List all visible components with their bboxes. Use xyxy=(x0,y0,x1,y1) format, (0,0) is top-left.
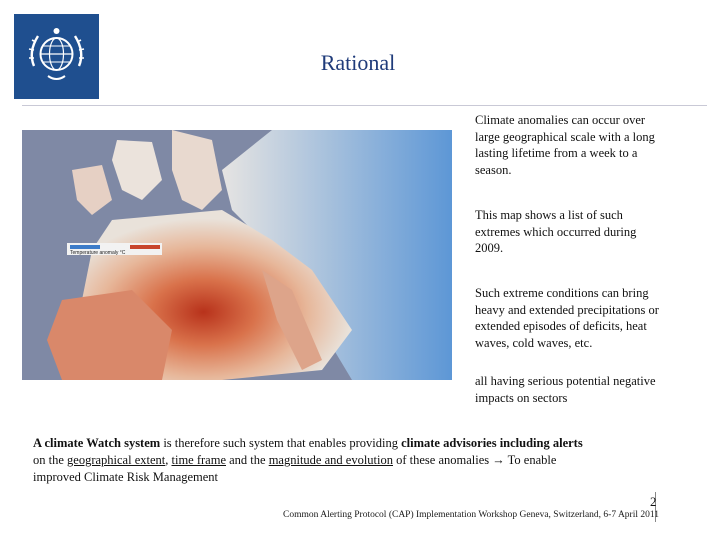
wmo-logo xyxy=(14,14,99,99)
footer-text: Common Alerting Protocol (CAP) Implementation Workshop Geneva, Switzerland, 6-7 April 2011 xyxy=(283,510,660,520)
bottom-underline-9: magnitude and evolution xyxy=(268,453,393,467)
map-legend-label: Temperature anomaly °C xyxy=(70,250,126,256)
bottom-text-11: To enable improved Climate Risk Management xyxy=(33,453,557,484)
bottom-text-10: of these anomalies xyxy=(392,453,493,467)
temperature-anomaly-map xyxy=(22,130,452,380)
bottom-bold-3: climate advisories including alerts xyxy=(401,436,583,450)
bottom-text-2: is therefore such system that enables providing xyxy=(160,436,402,450)
bottom-text-4: on the xyxy=(33,453,68,467)
bottom-paragraph xyxy=(33,435,593,486)
bottom-underline-5: geographical extent xyxy=(67,453,166,467)
bottom-underline-7: time frame xyxy=(171,453,226,467)
title-divider xyxy=(22,105,707,106)
bottom-text-6: , xyxy=(165,453,172,467)
slide-title: Rational xyxy=(320,50,396,75)
side-paragraph-3: Such extreme conditions can bring heavy and extended precipitations or extended episodes of deficits, heat waves, cold waves, etc. xyxy=(475,286,659,350)
side-paragraph-1: Climate anomalies can occur over large geographical scale with a long lasting lifetime from a week to a season. xyxy=(475,113,655,177)
arrow-icon: → xyxy=(492,453,505,467)
bottom-text-8: and the xyxy=(226,453,269,467)
side-paragraph-4: all having serious potential negative impacts on sectors xyxy=(475,374,656,405)
side-paragraph-2: This map shows a list of such extremes which occurred during 2009. xyxy=(475,208,637,255)
bottom-bold-1: A climate Watch system xyxy=(33,436,161,450)
page-number: 2 xyxy=(650,494,657,509)
